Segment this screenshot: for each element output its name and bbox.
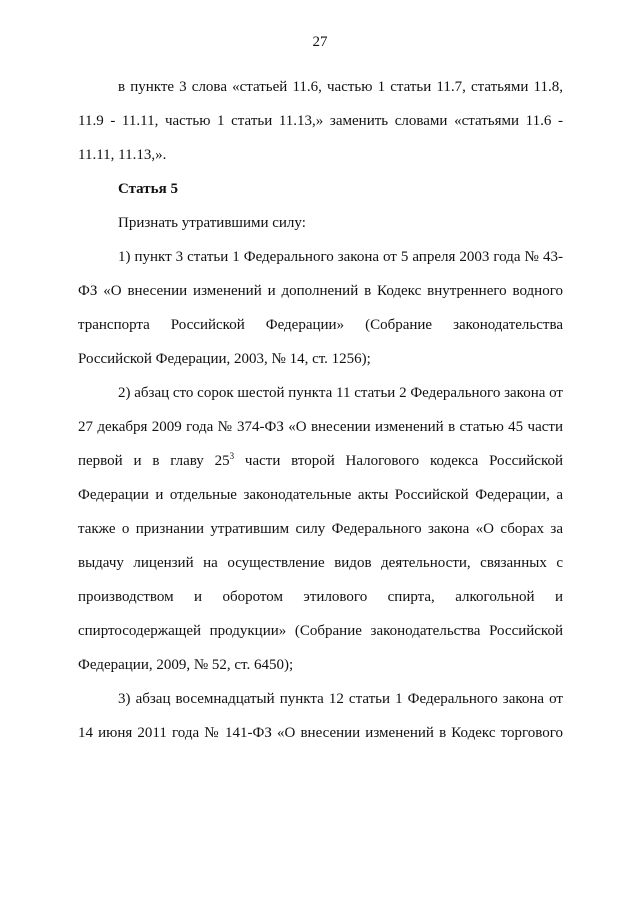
- list-item-2-text-start: 2) абзац сто сорок шестой пункта 11 статьи 2 Федерального закона от 27 декабря 2009 года № 374-ФЗ «О внесении изменений в статью 45 части первой и в главу 25: [78, 385, 563, 469]
- page-number: 27: [312, 34, 328, 50]
- list-item-3: 3) абзац восемнадцатый пункта 12 статьи 1 Федерального закона от 14 июня 2011 года № 141-ФЗ «О внесении изменений в Кодекс торгового: [78, 691, 563, 741]
- lead-paragraph: Признать утратившими силу:: [118, 215, 306, 231]
- intro-paragraph: в пункте 3 слова «статьей 11.6, частью 1 статьи 11.7, статьями 11.8, 11.9 - 11.11, частью 1 статьи 11.13,» заменить словами «статьями 11.6 - 11.11, 11.13,».: [78, 79, 563, 163]
- superscript: 3: [229, 451, 235, 461]
- list-item-1: 1) пункт 3 статьи 1 Федерального закона от 5 апреля 2003 года № 43-ФЗ «О внесении изменений и дополнений в Кодекс внутреннего водного транспорта Российской Федерации» (Собрание законодательства Российской Федерации, 2003, № 14, ст. 1256);: [78, 249, 563, 367]
- article-heading: Статья 5: [118, 181, 178, 197]
- list-item-2-text-end: части второй Налогового кодекса Российской Федерации и отдельные законодательные акты Российской Федерации, а также о признании утратившим силу Федерального закона «О сборах за выдачу лицензий на осуществление видов деятельности, связанных с производством и оборотом этилового спирта, алкогольной и спиртосодержащей продукции» (Собрание законодательства Российской Федерации, 2009, № 52, ст. 6450);: [78, 453, 564, 673]
- list-item-2: [78, 376, 563, 682]
- document-body: [78, 70, 563, 750]
